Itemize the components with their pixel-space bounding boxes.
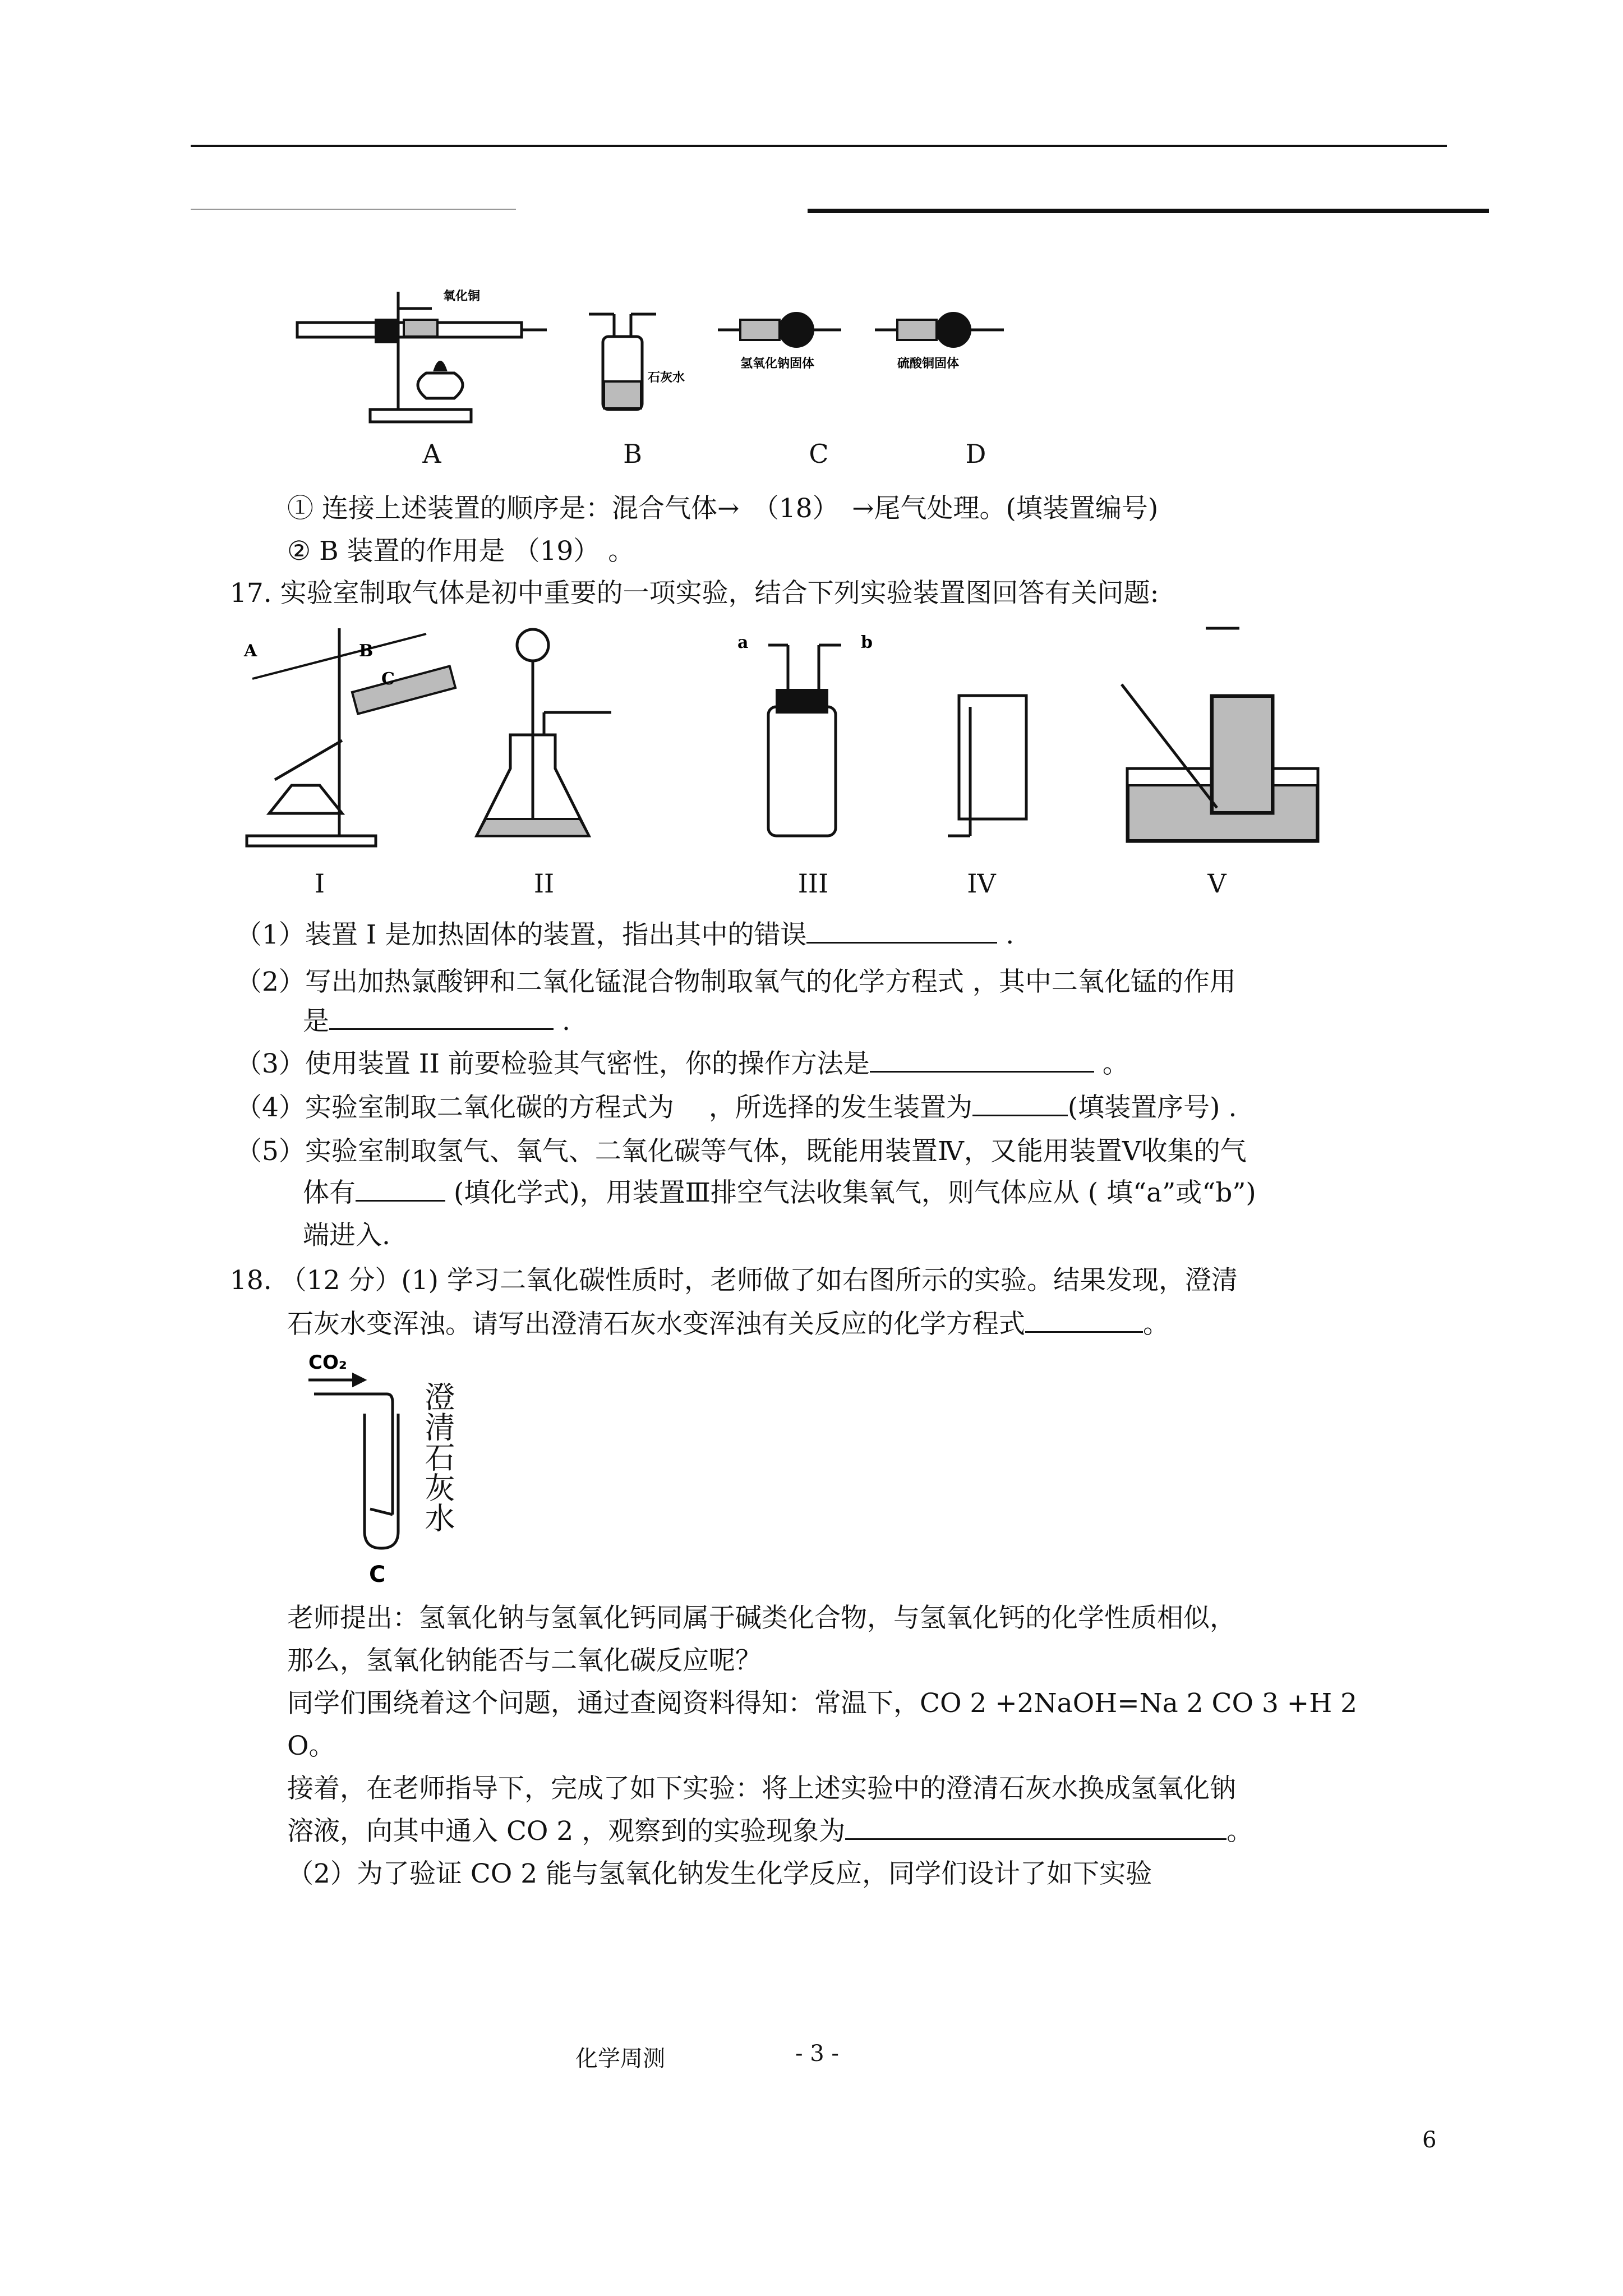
q18-l6: O。	[287, 1731, 335, 1761]
label-A: A	[422, 439, 441, 469]
q17-p3	[236, 1047, 1129, 1082]
q17-p5b-text: 体有	[303, 1177, 356, 1208]
q17-p1-end: .	[997, 919, 1015, 950]
q17-p1-text: （1）装置 I 是加热固体的装置，指出其中的错误	[236, 919, 807, 950]
q18-l2	[287, 1307, 1169, 1342]
q18-l8-blank[interactable]	[845, 1816, 1227, 1840]
limewater-label: 石灰水	[648, 370, 685, 385]
q17-p4-end: (填装置序号) .	[1067, 1092, 1237, 1123]
q18-l7: 接着，在老师指导下，完成了如下实验：将上述实验中的澄清石灰水换成氢氧化钠	[287, 1773, 1236, 1804]
apparatus-16-figure	[297, 269, 1110, 460]
q17-p4-text: （4）实验室制取二氧化碳的方程式为 ，所选择的发生装置为	[236, 1092, 972, 1123]
q18-l1: 18. （12 分）(1) 学习二氧化碳性质时，老师做了如右图所示的实验。结果发现，澄清	[230, 1265, 1238, 1296]
label-D: D	[965, 439, 986, 469]
copper-oxide-label: 氧化铜	[443, 289, 481, 303]
q17-p5b	[303, 1176, 1256, 1211]
q18-l2-blank[interactable]	[1025, 1309, 1143, 1333]
q18-l8-end: 。	[1227, 1816, 1253, 1847]
q17-p4-blank[interactable]	[972, 1092, 1068, 1116]
mark-B: B	[359, 641, 374, 661]
apparatus-17-figure	[241, 623, 1335, 858]
label-II: II	[533, 868, 555, 899]
q17-p2b-text: 是	[303, 1006, 329, 1037]
q18-l8-text: 溶液，向其中通入 CO 2 ，观察到的实验现象为	[287, 1816, 846, 1847]
q17-p1-blank[interactable]	[806, 919, 997, 944]
q17-p3-blank[interactable]	[870, 1048, 1094, 1073]
mark-a: a	[737, 633, 749, 652]
label-C: C	[809, 439, 829, 469]
header-rule-left	[191, 209, 516, 210]
co2-label: CO₂	[308, 1351, 347, 1374]
q17-p5c: 端进入.	[303, 1220, 390, 1251]
cuso4-solid-label: 硫酸铜固体	[897, 356, 960, 371]
label-IV: IV	[967, 868, 996, 899]
q16-sub2: ② B 装置的作用是 （19） 。	[287, 536, 635, 567]
q17-p2: （2）写出加热氯酸钾和二氧化锰混合物制取氧气的化学方程式 ，其中二氧化锰的作用	[236, 967, 1236, 997]
q17-p2b	[303, 1004, 570, 1039]
label-III: III	[797, 868, 829, 899]
q17-p3-text: （3）使用装置 II 前要检验其气密性，你的操作方法是	[236, 1048, 870, 1079]
label-I: I	[314, 868, 325, 899]
footer-subject: 化学周测	[575, 2046, 665, 2072]
naoh-solid-label: 氢氧化钠固体	[740, 356, 815, 371]
fig-vertical-label: 澄清石灰水	[420, 1381, 455, 1533]
label-B: B	[623, 439, 642, 469]
q17-p5: （5）实验室制取氢气、氧气、二氧化碳等气体，既能用装置Ⅳ，又能用装置Ⅴ收集的气	[236, 1136, 1247, 1167]
q17-p5b-blank[interactable]	[356, 1177, 445, 1202]
header-rule-right	[808, 209, 1489, 213]
q18-l9: （2）为了验证 CO 2 能与氢氧化钠发生化学反应，同学们设计了如下实验	[287, 1858, 1152, 1889]
header-rule-top	[191, 145, 1447, 147]
footer-page: - 3 -	[795, 2041, 839, 2067]
mark-C: C	[381, 669, 395, 689]
q17-p3-end: 。	[1094, 1048, 1129, 1079]
c-label: C	[369, 1562, 386, 1588]
q17-p5b-end: (填化学式)，用装置Ⅲ排空气法收集氧气，则气体应从 ( 填“a”或“b”)	[445, 1177, 1256, 1208]
co2-limewater-figure	[303, 1346, 482, 1593]
q18-l2-text: 石灰水变浑浊。请写出澄清石灰水变浑浊有关反应的化学方程式	[287, 1309, 1025, 1340]
q17-p2b-end: .	[554, 1006, 570, 1037]
mark-b: b	[861, 633, 873, 652]
q18-l2-end: 。	[1143, 1309, 1169, 1340]
q18-l3: 老师提出：氢氧化钠与氢氧化钙同属于碱类化合物，与氢氧化钙的化学性质相似，	[287, 1603, 1236, 1634]
label-V: V	[1207, 868, 1227, 899]
q18-l4: 那么，氢氧化钠能否与二氧化碳反应呢？	[287, 1645, 762, 1676]
corner-page-number: 6	[1422, 2127, 1437, 2153]
q18-l5: 同学们围绕着这个问题，通过查阅资料得知：常温下，CO 2 +2NaOH=Na 2 CO 3 +H 2	[287, 1688, 1358, 1719]
q17-p4	[236, 1091, 1237, 1125]
q17-p1	[236, 918, 1014, 953]
mark-A: A	[244, 641, 257, 661]
q16-sub1: ① 连接上述装置的顺序是：混合气体→ （18） →尾气处理。(填装置编号)	[287, 493, 1159, 524]
q17-stem: 17. 实验室制取气体是初中重要的一项实验，结合下列实验装置图回答有关问题:	[230, 578, 1159, 609]
q17-p2b-blank[interactable]	[329, 1006, 554, 1030]
q18-l8	[287, 1814, 1253, 1849]
